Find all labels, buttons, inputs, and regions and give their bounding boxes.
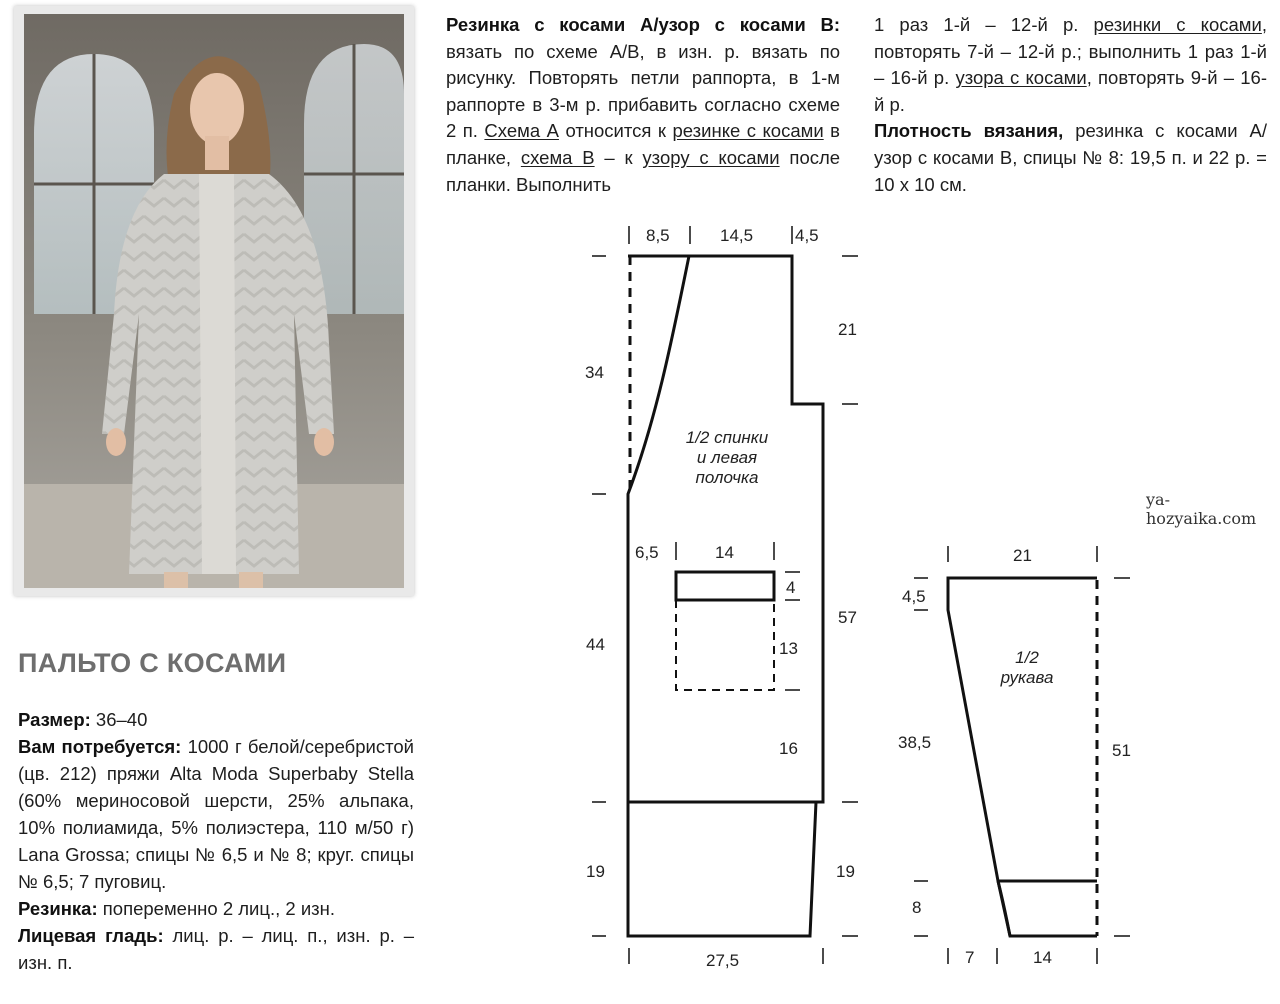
- cable-pattern-heading: Резинка с косами А/узор с косами В:: [446, 14, 840, 35]
- sleeve-dim-left-mid: 38,5: [898, 733, 932, 752]
- density-value: резинка с косами А/узор с косами В, спицы № 8: 19,5 п. и 22 р. = 10 x 10 см.: [874, 120, 1268, 195]
- pocket-band: [676, 572, 774, 600]
- cable-rib-reference: резинке с косами: [672, 120, 824, 142]
- sleeve-label-line-2: рукава: [1000, 668, 1054, 687]
- back-label-line-3: полочка: [695, 468, 759, 487]
- column2-text-3: , повторять 9-й – 16-й р.: [874, 67, 1267, 115]
- dim-top-c: 4,5: [795, 226, 819, 245]
- dim-left-lower: 19: [586, 862, 605, 881]
- sleeve-dim-bottom-offset: 7: [965, 948, 975, 967]
- dim-pocket-offset: 6,5: [635, 543, 659, 562]
- dim-left-mid: 44: [586, 635, 605, 654]
- back-label-line-1: 1/2 спинки: [685, 428, 769, 447]
- back-ticks: [592, 226, 858, 964]
- column1-text-2: относится к: [565, 120, 666, 142]
- dim-right-mid: 57: [838, 608, 857, 627]
- back-label-line-2: и левая: [696, 448, 758, 467]
- back-front-schematic: [585, 226, 858, 970]
- materials-label: Вам потребуется:: [18, 736, 182, 757]
- sleeve-dim-cuff: 8: [912, 898, 922, 917]
- dim-top-a: 8,5: [646, 226, 670, 245]
- column2-text-2: , повторять 7-й – 12-й р.; выполнить 1 раз 1-й – 16-й р.: [874, 14, 1268, 89]
- materials-value: 1000 г белой/серебристой (цв. 212) пряжи Alta Moda Superbaby Stella (60% мериносовой шерсти, 25% альпака, 10% полиамида, 5% полиэстера, 110 м/50 г) Lana Grossa; спицы № 6,5 и № 8; круг. спицы № 6,5; 7 пуговиц.: [18, 736, 415, 892]
- column1-text-5: после планки. Выполнить: [446, 146, 841, 195]
- column1-text-1: вязать по схеме А/В, в изн. р. вязать по рисунку. Повторять петли раппорта, в 1-м раппорте в 3-м р. прибавить согласно схеме 2 п.: [446, 40, 840, 142]
- stockinette-value: лиц. р. – лиц. п., изн. р. – изн. п.: [18, 925, 414, 973]
- chart-b-reference: схема В: [520, 146, 595, 168]
- pocket-lining-dashed: [676, 600, 774, 690]
- dim-pocket-depth: 13: [779, 639, 798, 658]
- cable-rib-reference-2: резинки с косами: [1093, 14, 1262, 35]
- dim-bottom-width: 27,5: [706, 951, 740, 970]
- dim-left-upper: 34: [585, 363, 604, 382]
- density-label: Плотность вязания,: [874, 120, 1064, 142]
- stockinette-label: Лицевая гладь:: [18, 925, 164, 946]
- cable-pattern-reference: узору с косами: [642, 146, 780, 168]
- sleeve-dim-top: 21: [1013, 546, 1032, 565]
- dim-top-b: 14,5: [720, 226, 754, 245]
- size-value: 36–40: [95, 709, 148, 730]
- sleeve-dim-left-top: 4,5: [902, 587, 926, 606]
- sleeve-dim-height: 51: [1112, 741, 1131, 760]
- ribbing-band: [628, 802, 816, 936]
- column2-text-1: 1 раз 1-й – 12-й р.: [874, 14, 1079, 35]
- neckline-curve: [628, 256, 689, 802]
- size-label: Размер:: [18, 709, 91, 730]
- watermark: ya-hozyaika.com: [1146, 490, 1257, 528]
- sleeve-label-line-1: 1/2: [1015, 648, 1039, 667]
- dim-right-upper: 21: [838, 320, 857, 339]
- rib-value: попеременно 2 лиц., 2 изн.: [102, 898, 336, 919]
- sleeve-dim-bottom-width: 14: [1033, 948, 1052, 967]
- dim-right-lower: 19: [836, 862, 855, 881]
- column1-text-3: в планке,: [446, 120, 840, 168]
- rib-label: Резинка:: [18, 898, 98, 919]
- dim-pocket-band: 4: [786, 578, 796, 597]
- dim-pocket-width: 14: [715, 543, 734, 562]
- cable-pattern-reference-2: узора с косами: [955, 67, 1087, 89]
- dim-pocket-bottom: 16: [779, 739, 798, 758]
- column1-text-4: – к: [604, 146, 633, 168]
- back-outline: [628, 256, 823, 802]
- chart-a-reference: Схема А: [484, 120, 559, 142]
- page-title: ПАЛЬТО С КОСАМИ: [18, 648, 287, 678]
- sleeve-schematic: [898, 546, 1131, 967]
- cuff-edge: [998, 881, 1010, 936]
